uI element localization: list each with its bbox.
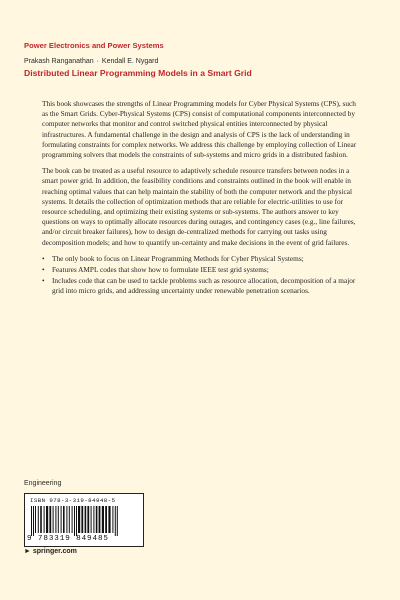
barcode-bar <box>78 506 80 533</box>
author-2: Kendall E. Nygard <box>101 58 159 65</box>
barcode-bar <box>99 506 101 533</box>
blurb <box>42 99 362 298</box>
publisher-link[interactable] <box>24 548 77 555</box>
blurb-paragraph-2: The book can be treated as a useful resource to adaptively schedule resource transfers between nodes in a smart power grid. In addition, the feasibility conditions and constraints outlined in the book will enable in reaching optimal values that can help maintain the stability of both the computer network and the physical systems. It details the collection of optimization methods that are reliable for electric-utilities to use for resource scheduling, and optimizing their existing systems or sub-systems. The authors answer to key questions on ways to optimally allocate resources during outages, and contingency cases (e.g., line failures, and/or circuit breaker failures), how to design de-centralized methods for carrying out tasks using decomposition models; and how to quantify un-certainty and make decisions in the event of grid failures. <box>42 166 356 247</box>
barcode-bar <box>74 506 75 536</box>
ean-digits: 9 783319 849485 <box>27 535 109 543</box>
barcode-bar <box>93 506 94 533</box>
subject-category: Engineering <box>24 480 62 487</box>
barcode-bar <box>33 506 34 536</box>
barcode-bar <box>38 506 39 533</box>
publisher-url: springer.com <box>32 548 77 555</box>
barcode-bar <box>96 506 98 533</box>
barcode-bar <box>112 506 113 533</box>
author-separator: · <box>96 58 99 65</box>
barcode-bar <box>91 506 92 533</box>
barcode-bar <box>117 506 118 536</box>
barcode-bar <box>55 506 56 533</box>
barcode-bar <box>40 506 42 533</box>
barcode-bar <box>69 506 70 533</box>
barcode-panel <box>24 493 144 547</box>
publisher-arrow-icon: ► <box>24 548 31 555</box>
barcode-bar <box>72 506 73 533</box>
author-line <box>24 58 158 65</box>
isbn-number: ISBN 978-3-319-84948-5 <box>30 497 116 504</box>
feature-list <box>42 254 362 297</box>
barcode-bar <box>85 506 87 533</box>
blurb-paragraph-1: This book showcases the strengths of Linear Programming models for Cyber Physical Systems (CPS), such as the Smart Grids. Cyber-Physical Systems (CPS) consist of computational components interconnected by computer networks that monitor and control switched physical entities interconnected by physical infrastructures. A fundamental challenge in the design and analysis of CPS is the lack of understanding in formulating constraints for complex networks. We address this challenge by employing collection of Linear programming solvers that models the constraints of sub-systems and micro grids in a distributed fashion. <box>42 99 357 160</box>
barcode-bar <box>61 506 62 533</box>
barcode-bar <box>66 506 67 533</box>
barcode-bar <box>58 506 59 533</box>
barcode-bar <box>44 506 45 533</box>
barcode-bar <box>53 506 54 533</box>
barcode-bar <box>105 506 107 533</box>
barcode-bar <box>87 506 89 533</box>
barcode-bar <box>46 506 48 533</box>
feature-item-3: • Includes code that can be used to tackle problems such as resource allocation, decomposition of a major grid into micro grids, and addressing uncertainty under renewable penetration scenarios. <box>42 276 362 296</box>
series-name: Power Electronics and Power Systems <box>24 41 164 50</box>
barcode-bar <box>81 506 83 533</box>
barcode-bar <box>115 506 116 536</box>
book-title: Distributed Linear Programming Models in a Smart Grid <box>24 68 252 78</box>
barcode-bar <box>102 506 104 533</box>
barcode-bar <box>35 506 36 533</box>
feature-item-1: • The only book to focus on Linear Programming Methods for Cyber Physical Systems; <box>42 254 362 264</box>
barcode-bar <box>49 506 51 533</box>
barcode-bar <box>63 506 65 533</box>
feature-item-2: • Features AMPL codes that show how to formulate IEEE test grid systems; <box>42 265 362 275</box>
barcode-bar <box>31 506 32 536</box>
barcode-bar <box>76 506 77 536</box>
barcode-bar <box>108 506 110 533</box>
barcode-image <box>31 506 137 536</box>
author-1: Prakash Ranganathan <box>24 58 94 65</box>
